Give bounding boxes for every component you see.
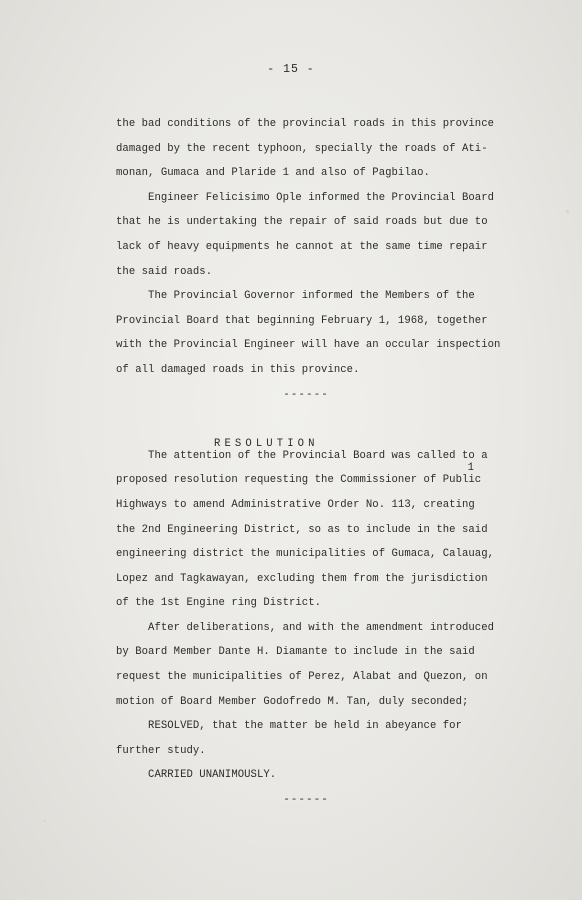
paper-speck: [566, 210, 569, 213]
text-line: damaged by the recent typhoon, specially the roads of Ati-: [116, 142, 488, 155]
text-line: Lopez and Tagkawayan, excluding them from the jurisdiction: [116, 572, 488, 585]
text-line: After deliberations, and with the amendment introduced: [116, 621, 495, 634]
paragraph: [116, 616, 496, 714]
text-line: lack of heavy equipments he cannot at the same time repair: [116, 240, 488, 253]
text-line: that he is undertaking the repair of said roads but due to: [116, 216, 488, 229]
text-line: request the municipalities of Perez, Alabat and Quezon, on: [116, 671, 488, 684]
section-separator: ------: [283, 794, 329, 807]
text-line: with the Provincial Engineer will have an occular inspection: [116, 339, 501, 352]
text-line: of all damaged roads in this province.: [116, 363, 360, 376]
section-separator: ------: [283, 388, 329, 401]
text-line: RESOLVED, that the matter be held in abeyance for: [116, 720, 462, 733]
document-body: [116, 112, 501, 813]
paper-speck: [44, 820, 46, 822]
text-line: the 2nd Engineering District, so as to include in the said: [116, 523, 488, 536]
resolution-heading: RESOLUTION: [214, 437, 319, 450]
text-line: The Provincial Governor informed the Members of the: [116, 290, 475, 303]
text-line: the bad conditions of the provincial roads in this province: [116, 118, 495, 130]
text-line: The attention of the Provincial Board was called to a: [116, 449, 488, 462]
text-line: Provincial Board that beginning February 1, 1968, together: [116, 314, 488, 327]
paragraph: [116, 714, 496, 763]
text-line: monan, Gumaca and Plaride 1 and also of Pagbilao.: [116, 167, 430, 180]
page-number: - 15 -: [267, 63, 315, 76]
text-line: CARRIED UNANIMOUSLY.: [116, 769, 277, 782]
text-line: motion of Board Member Godofredo M. Tan, duly seconded;: [116, 695, 469, 708]
text-line: engineering district the municipalities of Gumaca, Calauag,: [116, 548, 495, 561]
paragraph: [116, 444, 496, 616]
text-line: proposed resolution requesting the Commissioner of Public: [116, 474, 482, 487]
paragraph: [116, 112, 496, 186]
text-line: of the 1st Engine ring District.: [116, 597, 322, 610]
paragraph: [116, 763, 496, 788]
text-line: further study.: [116, 744, 206, 757]
text-line: the said roads.: [116, 265, 213, 278]
paragraph: [116, 284, 501, 382]
text-line: Engineer Felicisimo Ople informed the Provincial Board: [116, 191, 495, 204]
text-line: by Board Member Dante H. Diamante to include in the said: [116, 646, 475, 659]
text-line: Highways to amend Administrative Order No. 113, creating: [116, 498, 475, 511]
resolution-number: 1: [467, 462, 474, 475]
paragraph: [116, 186, 496, 284]
